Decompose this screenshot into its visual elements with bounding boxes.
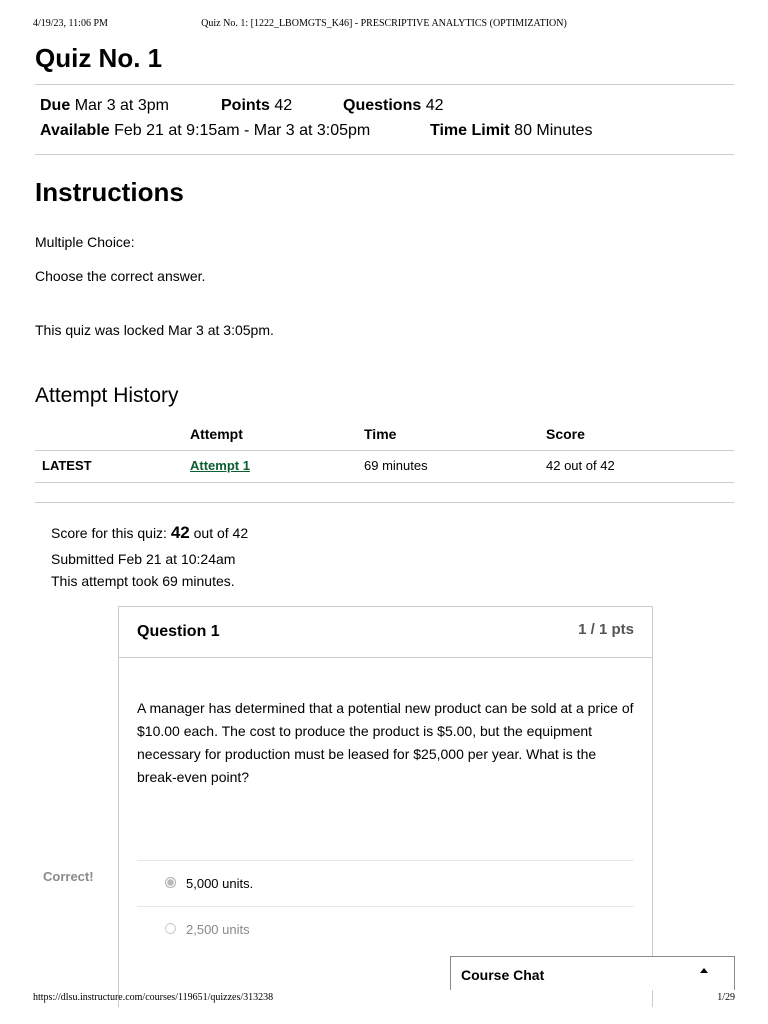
time-limit-label: Time Limit bbox=[430, 122, 510, 139]
answer-label: 5,000 units. bbox=[186, 876, 254, 891]
print-footer bbox=[33, 992, 735, 1006]
divider bbox=[35, 502, 734, 503]
available-label: Available bbox=[40, 122, 110, 139]
column-header-time: Time bbox=[364, 426, 397, 442]
question-card bbox=[118, 606, 653, 1007]
question-text: A manager has determined that a potential new product can be sold at a price of $10.00 each. The cost to produce the product is $5.00, but the equipment necessary for production must be leased for $25,000 per year. What is the break-even point? bbox=[137, 700, 634, 785]
question-points: 1 / 1 pts bbox=[578, 621, 634, 638]
radio-selected-icon[interactable] bbox=[165, 877, 176, 888]
print-document-title: Quiz No. 1: [1222_LBOMGTS_K46] - PRESCRIPTIVE ANALYTICS (OPTIMIZATION) bbox=[201, 18, 567, 29]
print-datetime: 4/19/23, 11:06 PM bbox=[33, 18, 108, 29]
available-value: Feb 21 at 9:15am - Mar 3 at 3:05pm bbox=[114, 122, 371, 139]
submitted-info: Submitted Feb 21 at 10:24am bbox=[51, 551, 236, 567]
print-header bbox=[33, 18, 735, 32]
attempt-time: 69 minutes bbox=[364, 458, 428, 473]
attempt-duration: This attempt took 69 minutes. bbox=[51, 573, 235, 589]
attempt-1-link[interactable]: Attempt 1 bbox=[190, 458, 250, 473]
questions-info bbox=[343, 96, 443, 116]
answer-option[interactable] bbox=[137, 906, 634, 953]
questions-value: 42 bbox=[425, 97, 444, 114]
time-limit-info bbox=[430, 121, 592, 141]
course-chat-title: Course Chat bbox=[461, 967, 545, 983]
quiz-title: Quiz No. 1 bbox=[35, 43, 163, 73]
points-value: 42 bbox=[274, 97, 293, 114]
print-page-number: 1/29 bbox=[717, 992, 735, 1003]
correct-badge: Correct! bbox=[43, 869, 94, 884]
time-limit-value: 80 Minutes bbox=[514, 122, 593, 139]
question-header bbox=[119, 607, 652, 658]
locked-notice: This quiz was locked Mar 3 at 3:05pm. bbox=[35, 322, 274, 338]
radio-unselected-icon[interactable] bbox=[165, 923, 176, 934]
column-header-score: Score bbox=[546, 426, 585, 442]
print-url: https://dlsu.instructure.com/courses/119651/quizzes/313238 bbox=[33, 992, 274, 1003]
instructions-line-1: Multiple Choice: bbox=[35, 234, 135, 250]
attempt-cell bbox=[190, 458, 250, 473]
course-chat-panel[interactable] bbox=[450, 956, 735, 990]
attempt-status: LATEST bbox=[42, 458, 92, 473]
score-summary bbox=[51, 524, 248, 542]
points-info bbox=[221, 96, 292, 116]
attempt-history-title: Attempt History bbox=[35, 384, 179, 407]
instructions-line-2: Choose the correct answer. bbox=[35, 268, 206, 284]
column-header-attempt: Attempt bbox=[190, 426, 243, 442]
question-title: Question 1 bbox=[137, 623, 220, 640]
divider bbox=[35, 154, 734, 155]
answer-option[interactable] bbox=[137, 860, 634, 907]
chevron-up-icon[interactable] bbox=[700, 968, 708, 973]
due-info bbox=[40, 96, 169, 116]
questions-label: Questions bbox=[343, 97, 422, 114]
available-info bbox=[40, 121, 370, 141]
table-header-divider bbox=[35, 450, 734, 451]
due-label: Due bbox=[40, 97, 71, 114]
due-value: Mar 3 at 3pm bbox=[74, 97, 169, 114]
score-prefix: Score for this quiz: bbox=[51, 525, 167, 541]
answer-label: 2,500 units bbox=[186, 922, 250, 937]
table-row-divider bbox=[35, 482, 734, 483]
score-suffix: out of 42 bbox=[193, 525, 249, 541]
attempt-score: 42 out of 42 bbox=[546, 458, 615, 473]
points-label: Points bbox=[221, 97, 270, 114]
divider bbox=[35, 84, 734, 85]
score-value: 42 bbox=[170, 523, 190, 542]
instructions-title: Instructions bbox=[35, 177, 184, 207]
